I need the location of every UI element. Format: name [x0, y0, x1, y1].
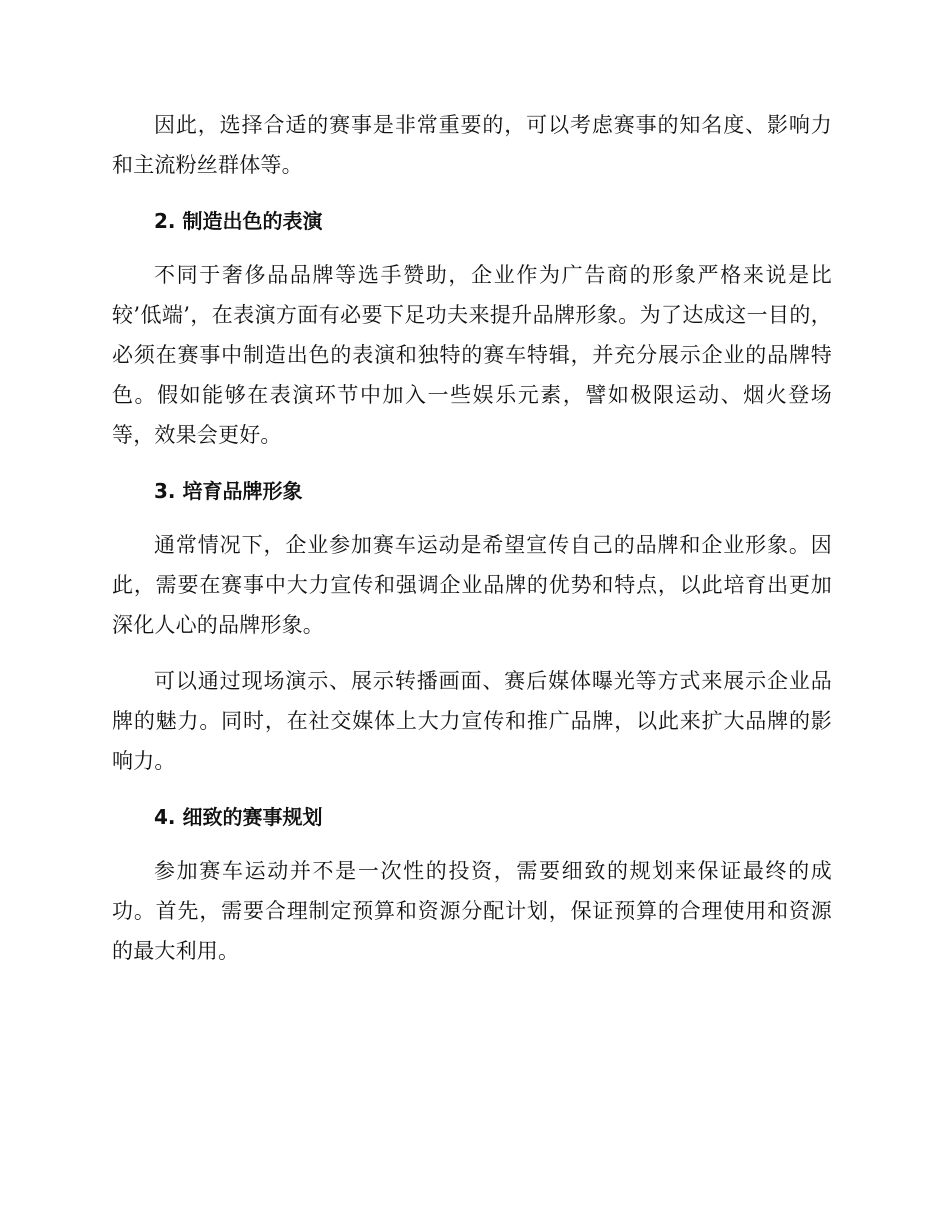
paragraph-performance: 不同于奢侈品品牌等选手赞助，企业作为广告商的形象严格来说是比较’低端’，在表演方面有必要下足功夫来提升品牌形象。为了达成这一目的，必须在赛事中制造出色的表演和独特的赛车特辑，并充分展示企业的品牌特色。假如能够在表演环节中加入一些娱乐元素，譬如极限运动、烟火登场等，效果会更好。	[112, 263, 832, 447]
paragraph-intro-event-selection: 因此，选择合适的赛事是非常重要的，可以考虑赛事的知名度、影响力和主流粉丝群体等。	[112, 113, 832, 177]
paragraph-brand-image-1: 通常情况下，企业参加赛车运动是希望宣传自己的品牌和企业形象。因此，需要在赛事中大力宣传和强调企业品牌的优势和特点，以此培育出更加深化人心的品牌形象。	[112, 533, 832, 637]
heading-2-performance: 2. 制造出色的表演	[154, 209, 323, 233]
heading-4-planning: 4. 细致的赛事规划	[154, 805, 323, 829]
heading-3-brand-image: 3. 培育品牌形象	[154, 479, 303, 503]
paragraph-brand-image-2: 可以通过现场演示、展示转播画面、赛后媒体曝光等方式来展示企业品牌的魅力。同时，在社交媒体上大力宣传和推广品牌，以此来扩大品牌的影响力。	[112, 669, 832, 773]
paragraph-planning: 参加赛车运动并不是一次性的投资，需要细致的规划来保证最终的成功。首先，需要合理制定预算和资源分配计划，保证预算的合理使用和资源的最大利用。	[112, 859, 832, 963]
